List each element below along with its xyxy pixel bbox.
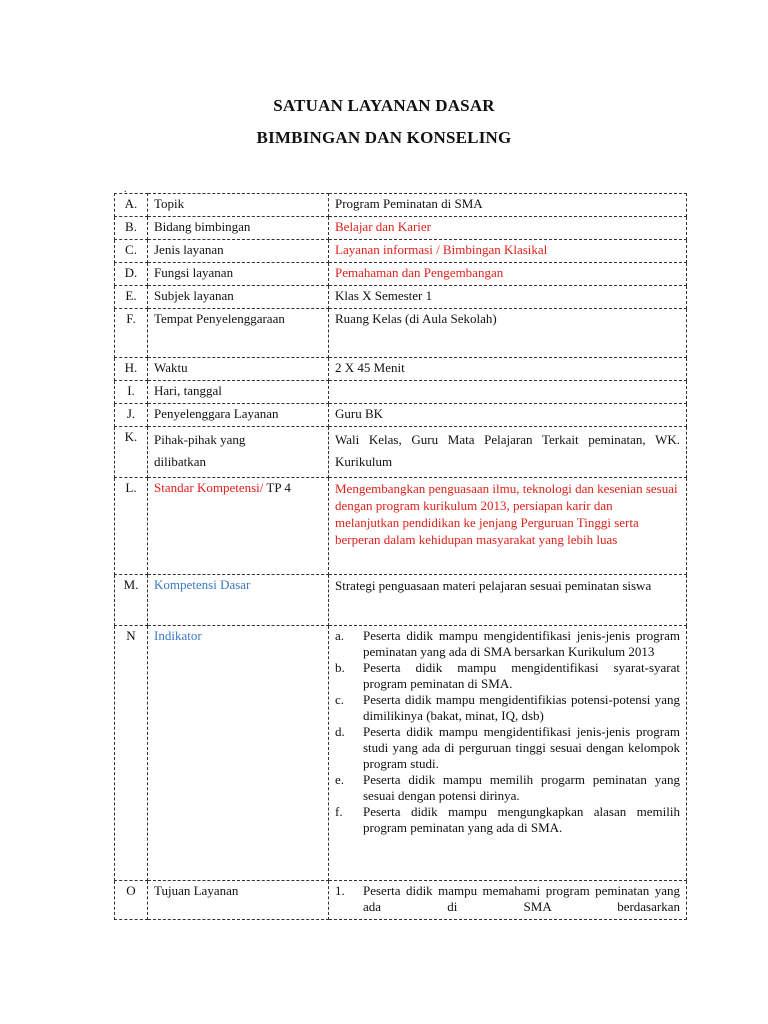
table-row [115, 427, 687, 478]
row-code: B. [115, 217, 148, 240]
row-code: F. [115, 309, 148, 358]
row-code: J. [115, 404, 148, 427]
service-plan-table [114, 193, 687, 920]
row-label: Indikator [148, 626, 329, 881]
row-label: Bidang bimbingan [148, 217, 329, 240]
table-row [115, 309, 687, 358]
row-label: Fungsi layanan [148, 263, 329, 286]
row-code: N [115, 626, 148, 881]
list-marker: f. [335, 804, 343, 819]
row-label: Waktu [148, 358, 329, 381]
row-label-line: Pihak-pihak yang [154, 432, 246, 447]
list-item [335, 772, 680, 804]
table-row [115, 286, 687, 309]
row-label: Tempat Penyelenggaraan [148, 309, 329, 358]
list-text: Peserta didik mampu memahami program peminatan yang ada di SMA berdasarkan [363, 883, 680, 914]
row-label: Kompetensi Dasar [148, 575, 329, 626]
row-code: M. [115, 575, 148, 626]
row-code: K. [115, 427, 148, 478]
row-value [329, 381, 687, 404]
row-code: D. [115, 263, 148, 286]
list-item [335, 692, 680, 724]
row-code: E. [115, 286, 148, 309]
table-row [115, 478, 687, 575]
list-text: Peserta didik mampu memilih progarm peminatan yang sesuai dengan potensi dirinya. [363, 772, 680, 803]
row-value: 2 X 45 Menit [329, 358, 687, 381]
row-value: Pemahaman dan Pengembangan [329, 263, 687, 286]
row-label: Tujuan Layanan [148, 881, 329, 920]
row-label [148, 427, 329, 478]
objective-list [335, 883, 680, 915]
list-marker: 1. [335, 883, 345, 898]
table-row [115, 881, 687, 920]
row-label-line: dilibatkan [154, 454, 206, 469]
table-row [115, 381, 687, 404]
list-marker: d. [335, 724, 345, 739]
row-label: Subjek layanan [148, 286, 329, 309]
stray-mark: . [124, 184, 127, 195]
row-value: Guru BK [329, 404, 687, 427]
row-label [148, 478, 329, 575]
table-row [115, 217, 687, 240]
list-item [335, 660, 680, 692]
row-label: Topik [148, 194, 329, 217]
list-text: Peserta didik mampu mengungkapkan alasan memilih program peminatan yang ada di SMA. [363, 804, 680, 835]
row-code: L. [115, 478, 148, 575]
row-value [329, 626, 687, 881]
row-label: Jenis layanan [148, 240, 329, 263]
list-marker: e. [335, 772, 345, 787]
row-value [329, 881, 687, 920]
list-marker: a. [335, 628, 345, 643]
table-row [115, 404, 687, 427]
list-item [335, 804, 680, 836]
table-row [115, 194, 687, 217]
list-item [335, 724, 680, 772]
document-subtitle: BIMBINGAN DAN KONSELING [256, 128, 512, 147]
list-marker: c. [335, 692, 345, 707]
row-code: I. [115, 381, 148, 404]
row-label-highlight: Standar Kompetensi/ [154, 480, 264, 495]
row-value: Ruang Kelas (di Aula Sekolah) [329, 309, 687, 358]
row-value: Strategi penguasaan materi pelajaran sesuai peminatan siswa [329, 575, 687, 626]
indicator-list [335, 628, 680, 836]
row-value: Klas X Semester 1 [329, 286, 687, 309]
list-text: Peserta didik mampu mengidentifikias potensi-potensi yang dimilikinya (bakat, minat, IQ, dsb) [363, 692, 680, 723]
row-code: H. [115, 358, 148, 381]
table-row [115, 358, 687, 381]
row-value: Wali Kelas, Guru Mata Pelajaran Terkait peminatan, WK. Kurikulum [329, 427, 687, 478]
list-text: Peserta didik mampu mengidentifikasi syarat-syarat program peminatan di SMA. [363, 660, 680, 691]
row-value: Layanan informasi / Bimbingan Klasikal [329, 240, 687, 263]
row-label: Hari, tanggal [148, 381, 329, 404]
row-value: Belajar dan Karier [329, 217, 687, 240]
table-row [115, 240, 687, 263]
row-label-suffix: TP 4 [263, 480, 291, 495]
list-item [335, 883, 680, 915]
row-code: C. [115, 240, 148, 263]
document-title: SATUAN LAYANAN DASAR [273, 96, 495, 115]
table-row [115, 626, 687, 881]
row-code: A. [115, 194, 148, 217]
row-value: Program Peminatan di SMA [329, 194, 687, 217]
list-item [335, 628, 680, 660]
list-text: Peserta didik mampu mengidentifikasi jenis-jenis program peminatan yang ada di SMA bersarkan Kurikulum 2013 [363, 628, 680, 659]
list-text: Peserta didik mampu mengidentifikasi jenis-jenis program studi yang ada di perguruan tinggi sesuai dengan kelompok program studi. [363, 724, 680, 771]
list-marker: b. [335, 660, 345, 675]
row-label: Penyelenggara Layanan [148, 404, 329, 427]
row-value: Mengembangkan penguasaan ilmu, teknologi dan kesenian sesuai dengan program kurikulum 2013, persiapan karir dan melanjutkan pendidikan ke jenjang Perguruan Tinggi serta berperan dalam kehidupan masyarakat yang lebih luas [329, 478, 687, 575]
table-row [115, 575, 687, 626]
row-code: O [115, 881, 148, 920]
table-row [115, 263, 687, 286]
